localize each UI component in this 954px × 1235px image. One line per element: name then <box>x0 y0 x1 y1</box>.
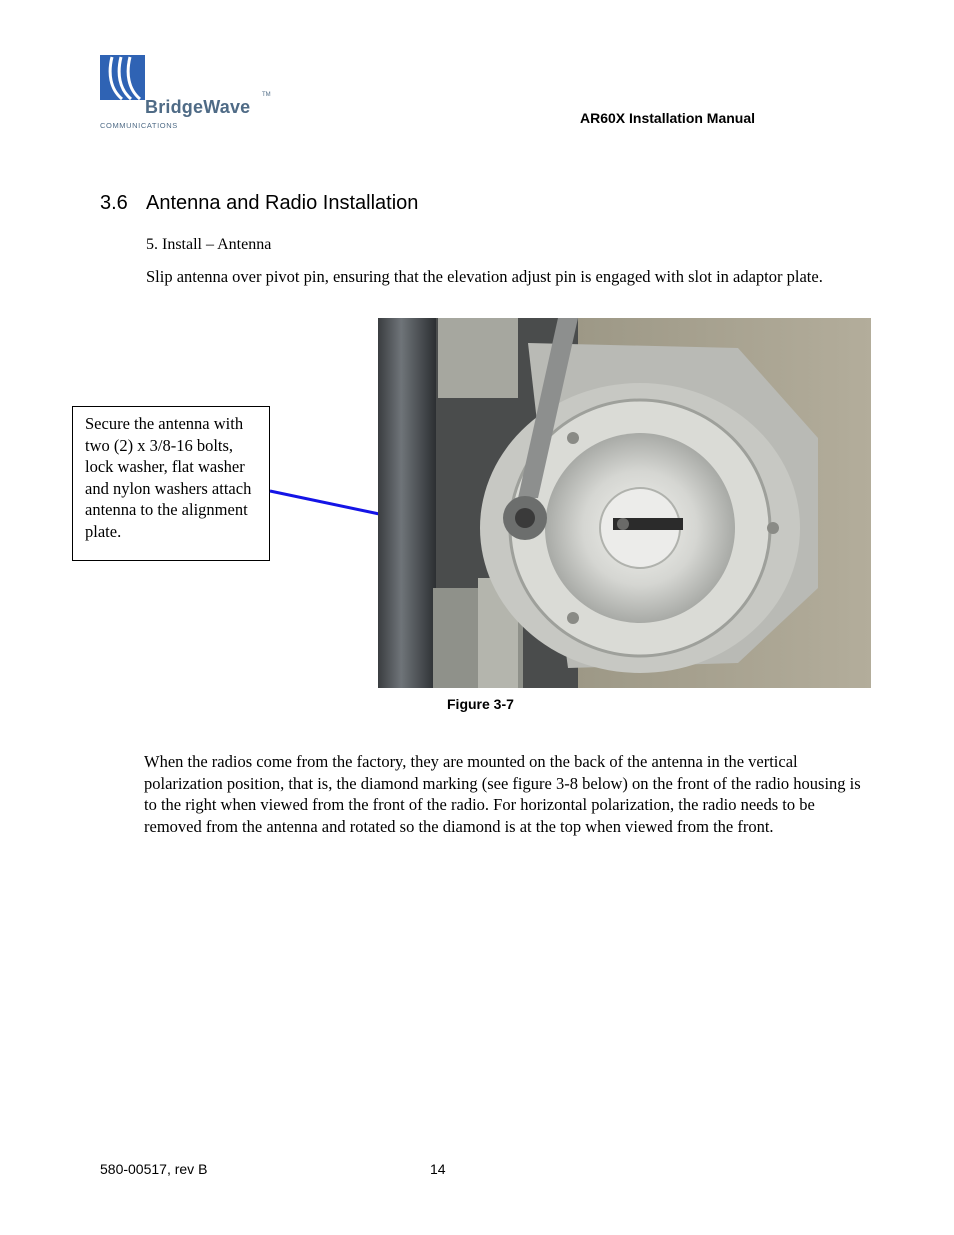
body-paragraph: When the radios come from the factory, they are mounted on the back of the antenna in the vertical polarization position, that is, the diamond marking (see figure 3-8 below) on the front of the radio housing is to the right when viewed from the front of the radio. For horizontal polarization, the radio needs to be removed from the antenna and rotated so the diamond is at the top when viewed from the front. <box>144 752 861 836</box>
document-title: AR60X Installation Manual <box>580 110 756 126</box>
bridgewave-logo-mark-icon <box>100 55 145 100</box>
logo-brand-text: BridgeWave <box>145 97 251 117</box>
section-heading <box>100 192 418 215</box>
antenna-installation-photo <box>378 318 871 688</box>
company-logo <box>100 55 275 135</box>
footer-page-number: 14 <box>430 1161 446 1177</box>
step-text: Slip antenna over pivot pin, ensuring that the elevation adjust pin is engaged with slot in adaptor plate. <box>146 267 823 286</box>
section-title: Antenna and Radio Installation <box>146 192 419 214</box>
callout-box: Secure the antenna with two (2) x 3/8-16 bolts, lock washer, flat washer and nylon washers attach antenna to the alignment plate. <box>72 406 270 561</box>
footer-doc-number: 580-00517, rev B <box>100 1161 208 1177</box>
section-number: 3.6 <box>100 192 128 214</box>
logo-subtitle: COMMUNICATIONS <box>100 121 178 130</box>
logo-trademark: TM <box>262 92 271 98</box>
step-label: 5. Install – Antenna <box>146 236 272 253</box>
figure-caption: Figure 3-7 <box>447 696 514 712</box>
